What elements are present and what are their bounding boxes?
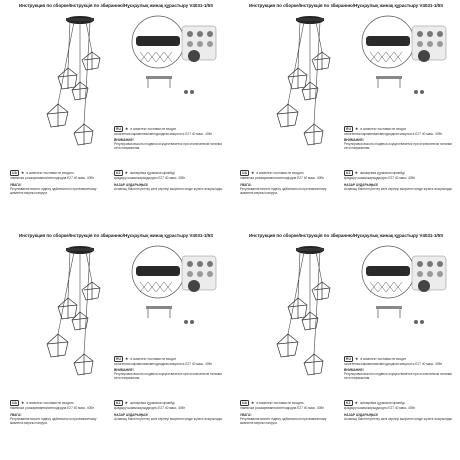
star-icon: ★ bbox=[250, 170, 255, 175]
ru-package-note: в комплект поставки не входит bbox=[130, 357, 177, 361]
ru-lamp-type: галогенная карманная/светодиодная мощность Е27 40 макс. 40Вт bbox=[114, 362, 213, 367]
ceiling-lamp-illustration bbox=[252, 12, 344, 152]
ua-warning-title: УВАГА! bbox=[240, 413, 252, 418]
kz-badge: KZ bbox=[346, 401, 351, 405]
ua-block bbox=[240, 170, 340, 195]
sheet-title: Инструкция по сборке/Інструкція по збиранню/Нұсқаулық жинақ құрастыру V4031-1/5S bbox=[248, 3, 444, 8]
ua-block bbox=[240, 400, 340, 425]
sheet-top-right bbox=[232, 2, 460, 230]
kz-warning-title: НАЗАР АУДАРЫҢЫЗ! bbox=[344, 183, 379, 188]
mounting-drawing bbox=[118, 12, 224, 104]
ua-lamp-type: лампочка розжарювання/світлодіодна Е27 40 макс. 40Вт bbox=[10, 406, 94, 411]
kz-badge: KZ bbox=[346, 171, 351, 175]
sheet-top-left bbox=[2, 2, 230, 230]
ru-warning-title: ВНИМАНИЕ! bbox=[344, 138, 364, 143]
star-icon: ★ bbox=[124, 400, 129, 405]
ru-lamp-type: галогенная карманная/светодиодная мощность Е27 40 макс. 40Вт bbox=[344, 132, 443, 137]
ceiling-lamp-illustration bbox=[22, 242, 114, 382]
star-icon: ★ bbox=[354, 170, 359, 175]
kz-warning-text: Аспаның биіктігін реттеу желі кернеуі өшірілген кезде жүзеге асырылады. bbox=[114, 187, 223, 192]
ua-package-note: в комплект поставки не входить bbox=[256, 171, 304, 175]
star-icon: ★ bbox=[20, 170, 25, 175]
ua-lamp-type: лампочка розжарювання/світлодіодна Е27 40 макс. 40Вт bbox=[240, 176, 324, 181]
star-icon: ★ bbox=[124, 126, 129, 131]
star-icon: ★ bbox=[354, 356, 359, 361]
star-icon: ★ bbox=[124, 356, 129, 361]
ru-warning-title: ВНИМАНИЕ! bbox=[114, 138, 134, 143]
ru-block bbox=[344, 126, 454, 150]
star-icon: ★ bbox=[20, 400, 25, 405]
ru-warning-title: ВНИМАНИЕ! bbox=[344, 368, 364, 373]
sheet-bottom-right bbox=[232, 232, 460, 460]
kz-warning-text: Аспаның биіктігін реттеу желі кернеуі өшірілген кезде жүзеге асырылады. bbox=[344, 187, 453, 192]
mounting-drawing bbox=[348, 12, 454, 104]
ua-package-note: в комплект поставки не входить bbox=[256, 401, 304, 405]
kz-package-note: жинақтама құрамына кірмейді bbox=[360, 171, 405, 175]
ua-warning-text: Регулювання висоти підвісу здійснюється при вимкненому живленні мережі напруги. bbox=[10, 417, 97, 426]
kz-block bbox=[344, 400, 454, 421]
kz-badge: KZ bbox=[116, 171, 121, 175]
sheet-title: Инструкция по сборке/Інструкція по збиранню/Нұсқаулық жинақ құрастыру V4031-1/5S bbox=[18, 233, 214, 238]
ru-badge: RU bbox=[116, 357, 121, 361]
kz-package-note: жинақтама құрамына кірмейді bbox=[360, 401, 405, 405]
star-icon: ★ bbox=[354, 126, 359, 131]
ua-warning-text: Регулювання висоти підвісу здійснюється при вимкненому живленні мережі напруги. bbox=[240, 417, 327, 426]
kz-warning-title: НАЗАР АУДАРЫҢЫЗ! bbox=[114, 183, 149, 188]
ru-warning-text: Регулировка высоты подвеса осуществляется при отключенном питании сети напряжения. bbox=[344, 372, 453, 381]
ua-warning-title: УВАГА! bbox=[10, 413, 22, 418]
sheet-title: Инструкция по сборке/Інструкція по збиранню/Нұсқаулық жинақ құрастыру V4031-1/5S bbox=[18, 3, 214, 8]
kz-badge: KZ bbox=[116, 401, 121, 405]
kz-package-note: жинақтама құрамына кірмейді bbox=[130, 401, 175, 405]
ru-warning-text: Регулировка высоты подвеса осуществляется при отключенном питании сети напряжения. bbox=[114, 142, 223, 151]
ua-badge: UA bbox=[242, 401, 247, 405]
ru-lamp-type: галогенная карманная/светодиодная мощность Е27 40 макс. 40Вт bbox=[114, 132, 213, 137]
ua-lamp-type: лампочка розжарювання/світлодіодна Е27 40 макс. 40Вт bbox=[10, 176, 94, 181]
ua-badge: UA bbox=[242, 171, 247, 175]
ua-package-note: в комплект поставки не входить bbox=[26, 401, 74, 405]
kz-block bbox=[344, 170, 454, 191]
star-icon: ★ bbox=[250, 400, 255, 405]
star-icon: ★ bbox=[124, 170, 129, 175]
ceiling-lamp-illustration bbox=[252, 242, 344, 382]
ru-warning-text: Регулировка высоты подвеса осуществляется при отключенном питании сети напряжения. bbox=[344, 142, 453, 151]
ru-package-note: в комплект поставки не входит bbox=[360, 357, 407, 361]
kz-package-note: жинақтама құрамына кірмейді bbox=[130, 171, 175, 175]
ru-block bbox=[114, 126, 224, 150]
ua-badge: UA bbox=[12, 401, 17, 405]
kz-warning-text: Аспаның биіктігін реттеу желі кернеуі өшірілген кезде жүзеге асырылады. bbox=[344, 417, 453, 422]
ua-package-note: в комплект поставки не входить bbox=[26, 171, 74, 175]
kz-warning-text: Аспаның биіктігін реттеу желі кернеуі өшірілген кезде жүзеге асырылады. bbox=[114, 417, 223, 422]
kz-lamp-type: қыздыру шамы/жарықдиодты Е27 40 макс. 40Вт bbox=[114, 406, 186, 411]
ru-package-note: в комплект поставки не входит bbox=[360, 127, 407, 131]
ua-warning-text: Регулювання висоти підвісу здійснюється при вимкненому живленні мережі напруги. bbox=[10, 187, 97, 196]
ru-badge: RU bbox=[346, 357, 351, 361]
ua-block bbox=[10, 400, 110, 425]
ua-warning-text: Регулювання висоти підвісу здійснюється при вимкненому живленні мережі напруги. bbox=[240, 187, 327, 196]
kz-lamp-type: қыздыру шамы/жарықдиодты Е27 40 макс. 40Вт bbox=[344, 176, 416, 181]
ua-block bbox=[10, 170, 110, 195]
ru-block bbox=[344, 356, 454, 380]
ru-warning-text: Регулировка высоты подвеса осуществляется при отключенном питании сети напряжения. bbox=[114, 372, 223, 381]
kz-warning-title: НАЗАР АУДАРЫҢЫЗ! bbox=[114, 413, 149, 418]
ua-lamp-type: лампочка розжарювання/світлодіодна Е27 40 макс. 40Вт bbox=[240, 406, 324, 411]
ceiling-lamp-illustration bbox=[22, 12, 114, 152]
kz-block bbox=[114, 170, 224, 191]
sheet-bottom-left bbox=[2, 232, 230, 460]
star-icon: ★ bbox=[354, 400, 359, 405]
ru-badge: RU bbox=[346, 127, 351, 131]
ru-badge: RU bbox=[116, 127, 121, 131]
ua-badge: UA bbox=[12, 171, 17, 175]
kz-block bbox=[114, 400, 224, 421]
ru-warning-title: ВНИМАНИЕ! bbox=[114, 368, 134, 373]
ru-lamp-type: галогенная карманная/светодиодная мощность Е27 40 макс. 40Вт bbox=[344, 362, 443, 367]
mounting-drawing bbox=[118, 242, 224, 334]
ua-warning-title: УВАГА! bbox=[240, 183, 252, 188]
kz-lamp-type: қыздыру шамы/жарықдиодты Е27 40 макс. 40Вт bbox=[344, 406, 416, 411]
ua-warning-title: УВАГА! bbox=[10, 183, 22, 188]
sheet-title: Инструкция по сборке/Інструкція по збиранню/Нұсқаулық жинақ құрастыру V4031-1/5S bbox=[248, 233, 444, 238]
ru-block bbox=[114, 356, 224, 380]
ru-package-note: в комплект поставки не входит bbox=[130, 127, 177, 131]
mounting-drawing bbox=[348, 242, 454, 334]
kz-warning-title: НАЗАР АУДАРЫҢЫЗ! bbox=[344, 413, 379, 418]
kz-lamp-type: қыздыру шамы/жарықдиодты Е27 40 макс. 40Вт bbox=[114, 176, 186, 181]
